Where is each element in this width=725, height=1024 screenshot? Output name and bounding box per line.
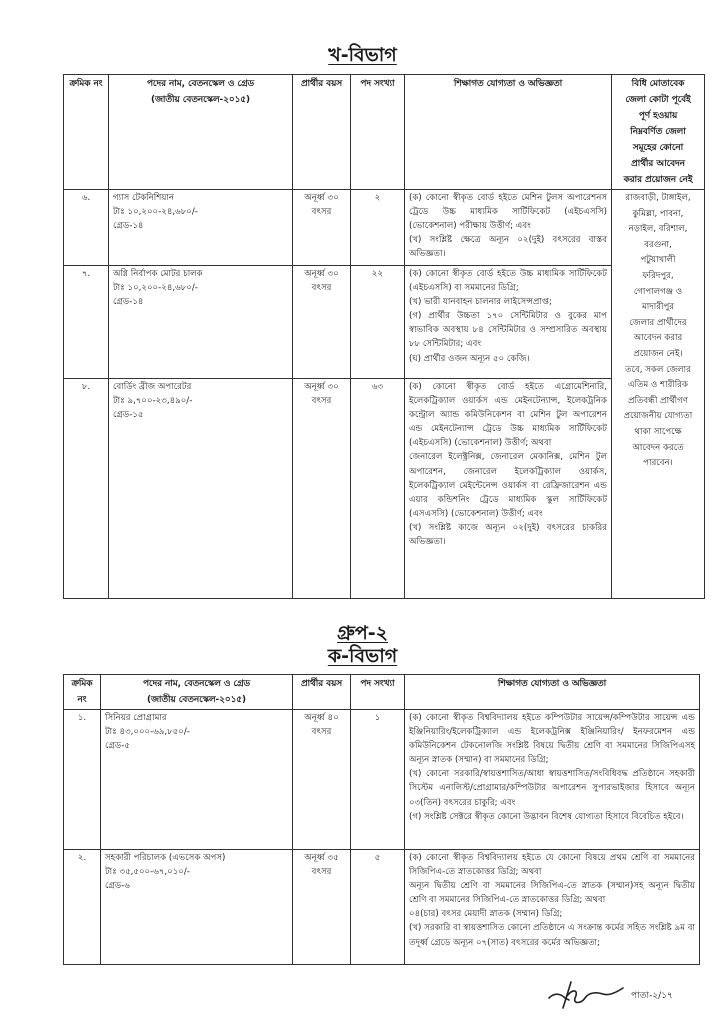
section-heading-kha-bibhag	[0, 44, 725, 66]
quota-note-line: আবেদন করতে	[632, 442, 684, 453]
pay-scale: টাঃ ৩৫,৫০০-৬৭,০১০/-	[105, 867, 190, 878]
header-post-line2: (জাতীয় বেতনস্কেল-২০১৫)	[146, 695, 247, 705]
row-age: অনূর্ধ্ব ৩৫ বৎসর	[293, 850, 351, 965]
qualification-item: (খ) সরকারি বা স্বায়ত্তশাসিত কোনো প্রতিষ্ঠানে এ সংক্রান্ত কর্মের সহিত সংশ্লিষ্ট ৯ম বা তদূর্ধ্ব গ্রেডে অন্যূন ০৭(সাত) বৎসরের কর্মের অভিজ্ঞতা;	[409, 923, 695, 948]
row-qualification	[405, 266, 612, 379]
header-post	[109, 75, 293, 190]
header-post-line1: পদের নাম, বেতনস্কেল ও গ্রেড	[142, 679, 251, 689]
qualification-item: (খ) সংশ্লিষ্ট কাজে অন্যূন ০২(দুই) বৎসরের চাকরির অভিজ্ঞতা।	[409, 522, 607, 548]
header-quota	[612, 75, 705, 190]
row-post	[109, 190, 293, 266]
row-qualification	[405, 190, 612, 266]
qualification-item: (ক) কোনো স্বীকৃত বোর্ড হইতে এগ্রোমেশিনারি, ইলেকট্রিক্যাল ওয়ার্কস এন্ড মেইনটেন্যান্স, ইলেকট্রনিক কন্ট্রোল অ্যান্ড কমিউনিকেশন বা মেশিন টুল অপারেশন এন্ড মেইনটেন্যান্স ট্রেডে উচ্চ মাধ্যমিক সার্টিফিকেট (এইচএসসি) (ভোকেশনাল) উত্তীর্ণ; অথবা	[409, 382, 607, 449]
post-name: গ্যাস টেকনিশিয়ান	[113, 193, 175, 203]
heading-text: ক-বিভাগ	[327, 645, 398, 667]
heading-text: খ-বিভাগ	[328, 44, 397, 66]
row-count: ৬৩	[351, 379, 405, 599]
header-post-line2: (জাতীয় বেতনস্কেল-২০১৫)	[150, 95, 251, 105]
row-age: অনূর্ধ্ব ৪০ বৎসর	[293, 710, 351, 850]
qualification-item: (খ) কোনো সরকারি/স্বায়ত্তশাসিত/আধা স্বায়ত্তশাসিত/সংবিধিবদ্ধ প্রতিষ্ঠানে সহকারী সিস্টেম এনালিস্ট/প্রোগ্রামার/কম্পিউটার অপারেশন সুপারভাইজার হিসাবে অন্যূন ০৩(তিন) বৎসরের চাকুরি; এবং	[409, 769, 695, 808]
quota-line: জেলা কোটা পূর্বেই	[625, 95, 691, 105]
pay-scale: টাঃ ১০,২০০-২৪,৬৮০/-	[113, 207, 198, 218]
page-footer	[545, 978, 715, 1014]
quota-line: প্রার্থীর আবেদন	[631, 159, 685, 169]
page-number: পাতা-২/১৭	[631, 991, 673, 1001]
row-post	[109, 379, 293, 599]
header-qualification: শিক্ষাগত যোগ্যতা ও অভিজ্ঞতা	[405, 75, 612, 190]
row-qualification	[405, 850, 700, 965]
posts-table-ka	[63, 674, 700, 965]
quota-line: নিম্নবর্ণিত জেলা	[630, 127, 686, 137]
quota-line: পূর্ণ হওয়ায়	[638, 111, 678, 121]
quota-line: সমূহের কোনো	[632, 143, 684, 153]
row-serial: ৬.	[64, 190, 109, 266]
row-post	[101, 710, 293, 850]
quota-note-line: আবেদন করার	[633, 333, 683, 344]
row-age: অনূর্ধ্ব ৩০ বৎসর	[293, 266, 351, 379]
quota-note-line: গোপালগঞ্জ ও	[633, 286, 683, 297]
qualification-item: (ক) কোনো স্বীকৃত বিশ্ববিদ্যালয় হইতে যে কোনো বিষয়ে প্রথম শ্রেণি বা সমমানের সিজিপিএ-তে স্নাতকোত্তর ডিগ্রি; অথবা	[409, 853, 695, 878]
quota-note-line: মাদারীপুর	[641, 302, 675, 313]
row-count: ৫	[351, 850, 405, 965]
row-qualification	[405, 379, 612, 599]
qualification-item: (ঘ) প্রার্থীর ওজন অন্যূন ৫০ কেজি।	[409, 353, 530, 364]
quota-line: বিধি মোতাবেক	[631, 79, 685, 89]
quota-note-line: প্রতিবন্ধী প্রার্থীগণ	[628, 395, 688, 406]
table-row	[64, 710, 700, 850]
quota-note-line: নড়াইল, বরিশাল,	[628, 224, 688, 235]
row-post	[109, 266, 293, 379]
grade: গ্রেড-৫	[105, 741, 130, 752]
grade: গ্রেড-১৪	[113, 221, 144, 232]
quota-note-line: এতিম ও শারীরিক	[628, 380, 688, 391]
group-heading	[0, 622, 725, 644]
quota-line: করার প্রয়োজন নেই	[623, 175, 693, 185]
table-row	[64, 850, 700, 965]
row-serial: ৮.	[64, 379, 109, 599]
qualification-item: (ক) কোনো স্বীকৃত বোর্ড হইতে উচ্চ মাধ্যমিক সার্টিফিকেট (এইচএসসি) বা সমমানের ডিগ্রি;	[409, 269, 607, 294]
grade: গ্রেড-১৪	[113, 297, 144, 308]
header-post	[101, 675, 293, 710]
table-header-row	[64, 675, 700, 710]
row-age: অনূর্ধ্ব ৩০ বৎসর	[293, 379, 351, 599]
quota-note-line: রাজবাড়ী, টাঙ্গাইল,	[625, 193, 691, 203]
qualification-item: (ক) কোনো স্বীকৃত বোর্ড হইতে মেশিন টুলস অপারেশনস ট্রেডে উচ্চ মাধ্যমিক সার্টিফিকেট (এইচএসসি) (ভোকেশনাল) পরীক্ষায় উত্তীর্ণ; এবং	[409, 193, 607, 232]
table-row	[64, 379, 705, 599]
header-age: প্রার্থীর বয়স	[293, 675, 351, 710]
row-count: ১	[351, 710, 405, 850]
qualification-item: জেনারেল ইলেক্ট্রনিক্স, জেনারেল মেকানিক্স, মেশিন টুল অপারেশন, জেনারেল ইলেকট্রিক্যাল ওয়ার্কস, ইলেকট্রিক্যাল মেইন্টেনেন্স ওয়ার্কস বা রেফ্রিজারেশন এন্ড এয়ার কন্ডিশনিং ট্রেডে মাধ্যমিক স্কুল সার্টিফিকেট (এসএসসি) (ভোকেশনাল) উত্তীর্ণ; এবং	[409, 452, 607, 519]
pay-scale: টাঃ ১০,২০০-২৪,৬৮০/-	[113, 283, 198, 294]
row-count: ২২	[351, 266, 405, 379]
quota-districts-note	[612, 190, 705, 599]
header-serial: ক্রমিক নং	[64, 675, 101, 710]
header-qualification: শিক্ষাগত যোগ্যতা ও অভিজ্ঞতা	[405, 675, 700, 710]
qualification-item: (ক) কোনো স্বীকৃত বিশ্ববিদ্যালয় হইতে কম্পিউটার সায়েন্স/কম্পিউটার সায়েন্স এন্ড ইঞ্জিনিয়ারিং/ইলেকট্রিক্যাল এন্ড ইলেকট্রনিক্স ইঞ্জিনিয়ারিং/ ইনফরমেশন এন্ড কমিউনিকেশন টেকনোলজি সংশ্লিষ্ট বিষয়ে দ্বিতীয় শ্রেণি বা সমমানের সিজিপিএসহ অন্যূন স্নাতক (সম্মান) বা সমমানের ডিগ্রি;	[409, 713, 695, 766]
header-serial: ক্রমিক নং	[64, 75, 109, 190]
qualification-item: অন্যূন দ্বিতীয় শ্রেণি বা সমমানের সিজিপিএ-তে স্নাতক (সম্মান)সহ অন্যূন দ্বিতীয় শ্রেণি বা সমমানের সিজিপিএ-তে স্নাতকোত্তর ডিগ্রি; অথবা	[409, 881, 695, 906]
row-qualification	[405, 710, 700, 850]
quota-note-line: থাকা সাপেক্ষে	[634, 426, 682, 437]
post-name: সিনিয়র প্রোগ্রামার	[105, 713, 167, 723]
row-count: ২	[351, 190, 405, 266]
signature-icon	[545, 978, 625, 1014]
quota-note-line: প্রয়োজনীয় যোগ্যতা	[623, 411, 693, 422]
quota-note-line: ফরিদপুর,	[642, 270, 674, 281]
row-age: অনূর্ধ্ব ৩০ বৎসর	[293, 190, 351, 266]
qualification-item: ০৪(চার) বৎসর মেয়াদী স্নাতক (সম্মান) ডিগ্রি;	[409, 909, 563, 920]
qualification-item: (খ) ভারী যানবাহন চালনার লাইসেন্সপ্রাপ্ত;	[409, 297, 552, 308]
quota-note-line: বরগুনা,	[644, 239, 672, 250]
qualification-item: (গ) প্রার্থীর উচ্চতা ১৭০ সেন্টিমিটার ও বুকের মাপ স্বাভাবিক অবস্থায় ৮৪ সেন্টিমিটার ও সম্প্রসারিত অবস্থায় ৮৮ সেন্টিমিটার; এবং	[409, 311, 607, 350]
quota-note-line: কুমিল্লা, পাবনা,	[632, 208, 684, 219]
header-count: পদ সংখ্যা	[351, 75, 405, 190]
grade: গ্রেড-১৫	[113, 410, 144, 421]
pay-scale: টাঃ ৪৩,০০০-৬৯,৮৫০/-	[105, 727, 190, 738]
quota-note-line: পারবেন।	[643, 458, 673, 469]
qualification-item: (খ) সংশ্লিষ্ট ক্ষেত্রে অন্যূন ০২(দুই) বৎসরের বাস্তব অভিজ্ঞতা।	[409, 235, 607, 260]
quota-note-line: তবে, সকল জেলার	[625, 364, 691, 375]
table-row	[64, 266, 705, 379]
row-post	[101, 850, 293, 965]
header-post-line1: পদের নাম, বেতনস্কেল ও গ্রেড	[146, 79, 255, 89]
header-count: পদ সংখ্যা	[351, 675, 405, 710]
post-name: অগ্নি নির্বাপক মোটর চালক	[113, 269, 203, 279]
post-name: বোর্ডিং ব্রীজ অপারেটর	[113, 382, 192, 392]
pay-scale: টাঃ ৯,৭০০-২৩,৪৯০/-	[113, 396, 193, 407]
row-serial: ২.	[64, 850, 101, 965]
quota-note-line: জেলার প্রার্থীদের	[629, 317, 687, 328]
group-heading-text: গ্রুপ-২	[336, 622, 389, 644]
qualification-item: (গ) সংশ্লিষ্ট সেক্টরে স্বীকৃত কোনো উদ্ভাবন বিশেষ যোগ্যতা হিসাবে বিবেচিত হইবে।	[409, 811, 684, 822]
row-serial: ৭.	[64, 266, 109, 379]
posts-table-kha	[63, 74, 705, 599]
post-name: সহকারী পরিচালক (এভসেক অপস)	[105, 853, 226, 863]
grade: গ্রেড-৬	[105, 881, 130, 892]
row-serial: ১.	[64, 710, 101, 850]
quota-note-line: পটুয়াখালী	[640, 255, 676, 266]
table-row	[64, 190, 705, 266]
table-header-row	[64, 75, 705, 190]
quota-note-line: প্রয়োজন নেই।	[633, 348, 683, 359]
section-heading-ka-bibhag	[0, 645, 725, 667]
header-age: প্রার্থীর বয়স	[293, 75, 351, 190]
